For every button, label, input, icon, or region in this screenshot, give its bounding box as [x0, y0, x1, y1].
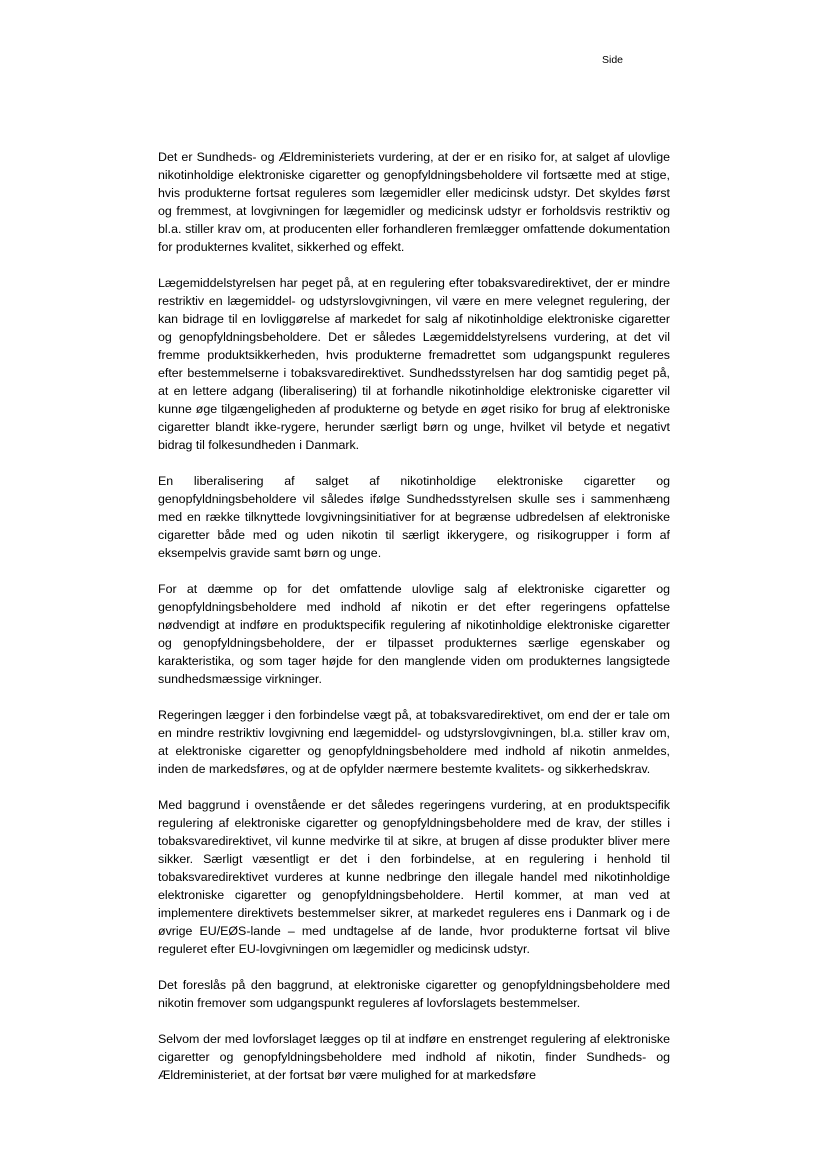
paragraph: Det foreslås på den baggrund, at elektroniske cigaretter og genopfyldningsbeholdere med nikotin fremover som udgangspunkt reguleres af lovforslagets bestemmelser. — [158, 978, 670, 1010]
paragraph: Lægemiddelstyrelsen har peget på, at en regulering efter tobaksvaredirektivet, der er mindre restriktiv en lægemiddel- og udstyrslovgivningen, vil være en mere velegnet regulering, der kan bidrage til en lovliggørelse af markedet for salg af nikotinholdige elektroniske cigaretter og genopfyldningsbeholdere. Det er således Lægemiddelstyrelsens vurdering, at det vil fremme produktsikkerheden, hvis produkterne fremadrettet som udgangspunkt reguleres efter bestemmelserne i tobaksvaredirektivet. Sundhedsstyrelsen har dog samtidig peget på, at en lettere adgang (liberalisering) til at forhandle nikotinholdige elektroniske cigaretter vil kunne øge tilgængeligheden af produkterne og betyde en øget risiko for brug af elektroniske cigaretter blandt ikke-rygere, herunder særligt børn og unge, hvilket vil betyde et negativt bidrag til folkesundheden i Danmark. — [158, 276, 670, 452]
paragraph: En liberalisering af salget af nikotinholdige elektroniske cigaretter og genopfyldningsbeholdere vil således ifølge Sundhedsstyrelsen skulle ses i sammenhæng med en række tilknyttede lovgivningsinitiativer for at begrænse udbredelsen af elektroniske cigaretter både med og uden nikotin til særligt ikkerygere, og risikogrupper i form af eksempelvis gravide samt børn og unge. — [158, 474, 670, 560]
paragraph: Det er Sundheds- og Ældreministeriets vurdering, at der er en risiko for, at salget af ulovlige nikotinholdige elektroniske cigaretter og genopfyldningsbeholdere vil fortsætte med at stige, hvis produkterne fortsat reguleres som lægemidler eller medicinsk udstyr. Det skyldes først og fremmest, at lovgivningen for lægemidler og medicinsk udstyr er forholdsvis restriktiv og bl.a. stiller krav om, at producenten eller forhandleren fremlægger omfattende dokumentation for produkternes kvalitet, sikkerhed og effekt. — [158, 150, 670, 254]
paragraph: Regeringen lægger i den forbindelse vægt på, at tobaksvaredirektivet, om end der er tale om en mindre restriktiv lovgivning end lægemiddel- og udstyrslovgivningen, bl.a. stiller krav om, at elektroniske cigaretter og genopfyldningsbeholdere med indhold af nikotin anmeldes, inden de markedsføres, og at de opfylder nærmere bestemte kvalitets- og sikkerhedskrav. — [158, 708, 670, 776]
document-body — [158, 148, 670, 1102]
paragraph: Selvom der med lovforslaget lægges op til at indføre en enstrenget regulering af elektroniske cigaretter og genopfyldningsbeholdere med indhold af nikotin, finder Sundheds- og Ældreministeriet, at der fortsat bør være mulighed for at markedsføre — [158, 1032, 670, 1082]
paragraph: For at dæmme op for det omfattende ulovlige salg af elektroniske cigaretter og genopfyldningsbeholdere med indhold af nikotin er det efter regeringens opfattelse nødvendigt at indføre en produktspecifik regulering af nikotinholdige elektroniske cigaretter og genopfyldningsbeholdere, der er tilpasset produkternes særlige egenskaber og karakteristika, og som tager højde for den manglende viden om produkternes langsigtede sundhedsmæssige virkninger. — [158, 582, 670, 686]
page-label: Side — [602, 54, 624, 66]
paragraph: Med baggrund i ovenstående er det således regeringens vurdering, at en produktspecifik regulering af elektroniske cigaretter og genopfyldningsbeholdere med de krav, der stilles i tobaksvaredirektivet, vil kunne medvirke til at sikre, at brugen af disse produkter bliver mere sikker. Særligt væsentligt er det i den forbindelse, at en regulering i henhold til tobaksvaredirektivet vurderes at kunne nedbringe den illegale handel med nikotinholdige elektroniske cigaretter og genopfyldningsbeholdere. Hertil kommer, at man ved at implementere direktivets bestemmelser sikrer, at markedet reguleres ens i Danmark og i de øvrige EU/EØS-lande – med undtagelse af de lande, hvor produkterne fortsat vil blive reguleret efter EU-lovgivningen om lægemidler og medicinsk udstyr. — [158, 798, 670, 956]
page-header — [602, 53, 623, 67]
